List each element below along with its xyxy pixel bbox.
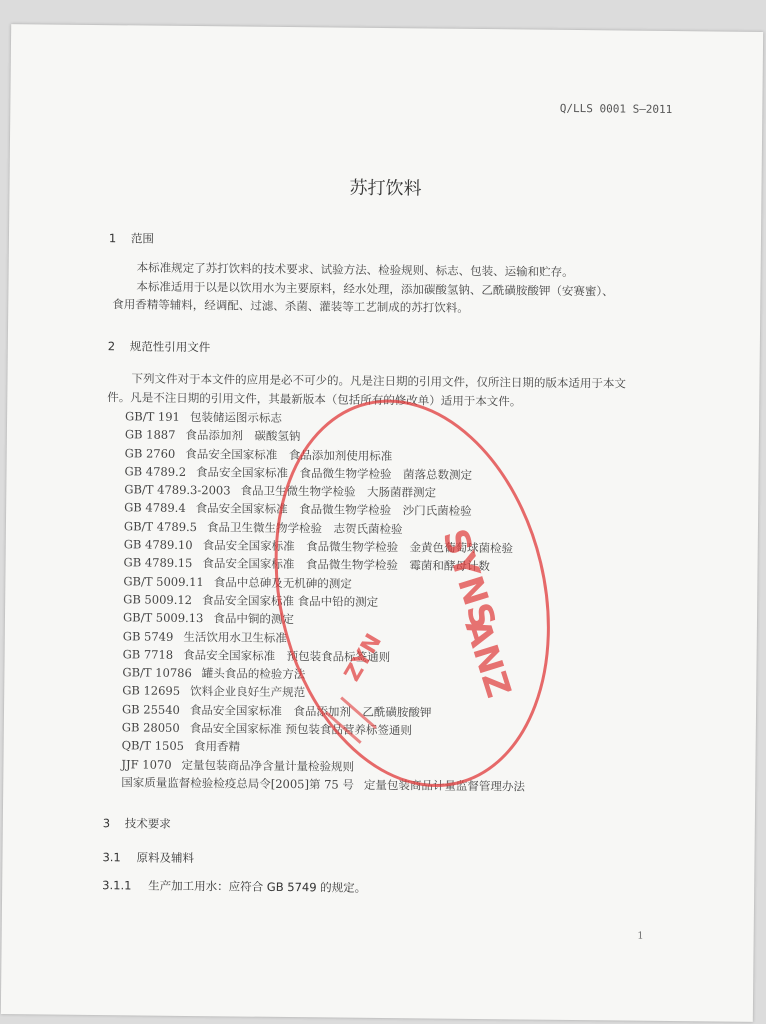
reference-title: 食品安全国家标准 食品中铅的测定	[201, 593, 379, 609]
red-seal-stamp	[265, 382, 559, 805]
reference-code: GB/T 10786	[122, 665, 192, 681]
reference-title: 食用香精	[193, 739, 241, 754]
reference-title: 食品安全国家标准 食品添加剂使用标准	[185, 446, 393, 463]
reference-title: 生活饮用水卫生标准	[183, 629, 287, 645]
reference-code: 国家质量监督检验检疫总局令[2005]第 75 号	[121, 775, 355, 792]
reference-title: 食品添加剂 碳酸氢钠	[185, 428, 301, 444]
reference-title: 饮料企业良好生产规范	[190, 684, 306, 700]
reference-code: GB 28050	[121, 720, 180, 735]
reference-title: 食品中铜的测定	[213, 611, 294, 627]
reference-title: 食品安全国家标准 食品添加剂 乙酰磺胺酸钾	[189, 702, 432, 720]
page-number: 1	[637, 930, 644, 942]
reference-code: GB 4789.2	[124, 464, 187, 479]
reference-title: 包装储运图示标志	[189, 409, 282, 425]
standard-number: Q/LLS 0001 S—2011	[559, 101, 673, 117]
reference-title: 食品卫生微生物学检验 大肠菌群测定	[240, 483, 437, 500]
svg-text:ZYN: ZYN	[339, 629, 388, 686]
paragraph-line: 食用香精等辅料，经调配、过滤、杀菌、灌装等工艺制成的苏打饮料。	[112, 297, 469, 315]
subsection-title: 原料及辅料	[136, 850, 195, 866]
reference-code: GB 5009.12	[123, 592, 193, 607]
subsection-3-1-heading	[102, 849, 194, 866]
section-number: 3	[102, 816, 111, 831]
reference-code: GB 4789.4	[124, 500, 186, 516]
reference-code: JJF 1070	[121, 756, 172, 772]
section-number: 2	[107, 339, 116, 354]
reference-code: GB 4789.10	[123, 537, 193, 553]
document-title: 苏打饮料	[349, 177, 422, 200]
reference-title: 食品中总砷及无机砷的测定	[213, 574, 352, 591]
reference-code: QB/T 1505	[121, 738, 185, 754]
section-3-heading	[103, 815, 171, 832]
paragraph-line: 下列文件对于本文件的应用是必不可少的。凡是注日期的引用文件，仅所注日期的版本适用于本文	[131, 371, 627, 391]
reference-title: 罐头食品的检验方法	[201, 666, 306, 682]
clause-3-1-1	[102, 877, 366, 896]
paragraph-line: 本标准适用于以是以饮用水为主要原料，经水处理，添加碳酸氢钠、乙酰磺胺酸钾（安赛蜜）、	[136, 278, 614, 298]
svg-text:SYNS: SYNS	[434, 524, 503, 634]
reference-title: 食品安全国家标准 食品微生物学检验 沙门氏菌检验	[195, 501, 472, 519]
reference-title: 食品卫生微生物学检验 志贺氏菌检验	[206, 519, 403, 536]
reference-code: GB 7718	[122, 647, 174, 662]
section-2-heading	[108, 338, 211, 355]
reference-code: GB/T 191	[125, 409, 180, 424]
reference-code: GB 25540	[121, 702, 180, 717]
reference-title: 食品安全国家标准 食品微生物学检验 金黄色葡萄球菌检验	[202, 538, 514, 556]
reference-title: 食品安全国家标准 食品微生物学检验 霉菌和酵母计数	[202, 556, 490, 574]
reference-title: 食品安全国家标准 食品微生物学检验 菌落总数测定	[195, 464, 473, 482]
reference-code: GB/T 5009.11	[123, 573, 204, 589]
reference-title: 定量包装商品净含量计量检验规则	[181, 757, 355, 774]
section-title: 技术要求	[124, 816, 171, 831]
reference-title: 食品安全国家标准 预包装食品标签通则	[183, 647, 391, 664]
reference-title: 食品安全国家标准 预包装食品营养标签通则	[189, 721, 412, 738]
reference-code: GB 2760	[124, 445, 176, 461]
reference-code: GB 1887	[124, 427, 176, 443]
section-title: 规范性引用文件	[129, 339, 211, 355]
reference-code: GB/T 4789.5	[123, 519, 198, 534]
reference-title: 定量包装商品计量监督管理办法	[363, 777, 526, 794]
reference-code: GB/T 4789.3-2003	[124, 482, 231, 498]
document-page	[1, 24, 763, 1022]
subsection-number: 3.1	[102, 850, 121, 865]
section-title: 范围	[130, 231, 155, 246]
clause-number: 3.1.1	[102, 878, 132, 893]
reference-code: GB/T 5009.13	[122, 610, 204, 626]
paragraph: 本标准规定了苏打饮料的技术要求、试验方法、检验规则、标志、包装、运输和贮存。	[136, 260, 574, 279]
svg-text:ANZ: ANZ	[456, 614, 519, 703]
clause-text: 生产加工用水：应符合 GB 5749 的规定。	[148, 878, 367, 895]
section-number: 1	[108, 231, 117, 246]
reference-code: GB 4789.15	[123, 555, 193, 571]
reference-code: GB 12695	[122, 683, 181, 699]
section-1-heading	[109, 230, 154, 246]
paragraph-line: 件。凡是不注日期的引用文件，其最新版本（包括所有的修改单）适用于本文件。	[107, 389, 522, 408]
reference-code: GB 5749	[122, 628, 174, 644]
section-1-body	[112, 258, 683, 319]
